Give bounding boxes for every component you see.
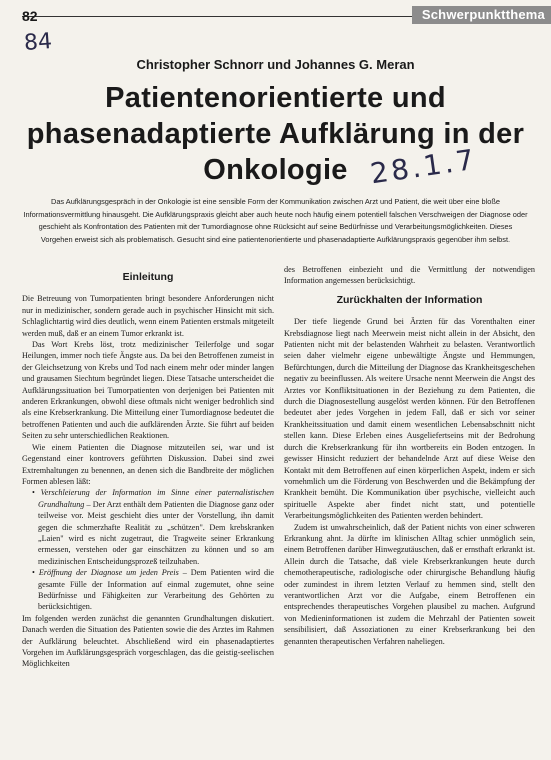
list-item-text: – Der Arzt enthält dem Patienten die Diagnose ganz oder teilweise vor. Meist geschieht dies unter der Vorstellung, ihn damit gegen die schmerzhafte Realität zu „schützen". Dem krebskranken „Laien" wird es nicht zugetraut, die Tragweite seiner Erkrankung ermessen, verstehen oder gar einschätzen zu können und so am medizinischen Entscheidungsprozeß teilzuhaben. (38, 499, 274, 566)
section-heading-zurueckhalten: Zurückhalten der Information (336, 293, 483, 306)
list-item (32, 567, 274, 613)
right-column (284, 264, 535, 647)
section-tag: Schwerpunktthema (412, 6, 551, 24)
handwritten-page-note: 84 (23, 29, 53, 56)
list-item-label: Eröffnung der Diagnose um jeden Preis (38, 568, 179, 578)
title-line: Patientenorientierte und (105, 82, 446, 114)
body-paragraph: Der tiefe liegende Grund bei Ärzten für das Vorenthalten einer Krebsdiagnose liegt nach Meerwein meist nicht allein in der Absicht, den Patienten nicht mit der belastenden Wahrheit zu belasten. Verantwortlich seien daher vielmehr eigene unbewältigte Ängste und Hemmungen, Befürchtungen, durch die Mitteilung der Diagnose das Krankheitsgeschehen negativ zu beeinflussen. Als weitere Ursache nennt Meerwein die Angst des Arztes vor Konfliktsituationen in der Beziehung zu dem Patienten, die durch die Diagnosestellung ausgelöst werden können. Für den Betroffenen bedeutet aber jedes Vorgehen in jedem Fall, daß er sich vor seiner Krankheitssituation und damit einem wesentlichen Lebensabschnitt nicht stellen kann. Diese Erleben eines Ausgeliefertseins mit der Bedrohung durch die Krebserkrankung für ihn wortbereits ein Boden entzogen. In gewisser Hinsicht reduziert der behandelnde Arzt auf diese Weise den Kontakt mit dem Betroffenen auf einen körperlichen Aspekt, indem er sich vornehmlich um die Förderung von Beschwerden und die Bekämpfung der Krankheit bemüht. Die Kommunikation über psychische, vielleicht auch spirituelle Aspekte aber findet nicht statt, und potentielle Verarbeitungsmöglichkeiten des Patienten werden behindert. (284, 317, 535, 521)
list-item-text: – Dem Patienten wird die gesamte Fülle der Information auf einmal zugemutet, ohne seine Bedürfnisse und Fähigkeiten zur Verarbeitung des Gehörten zu berücksichtigen. (38, 568, 274, 612)
bullet-list (22, 487, 274, 612)
body-paragraph: Zudem ist unwahrscheinlich, daß der Patient nichts von einer schweren Erkrankung ahnt. Ja dürfte im klinischen Alltag schier unmöglich sein, einem Betroffenen darüber Hinwegzutäuschen, daß er ernsthaft erkrankt ist. Allein durch die Tatsache, daß viele Krebserkrankungen heute durch chemotherapeutische, radiologische oder chirurgische Behandlung häufig oder zumindest in ihrem letzten Verlauf zu hemmen sind, stellt den verantwortlichen Arzt vor die Aufgabe, einem Betroffenen ein entsprechendes therapeutisches Vorgehen plausibel zu machen. Aufgrund von Medieninformationen ist zudem die Mehrzahl der Patienten soweit sensibilisiert, daß Assoziationen zu einer Krebserkrankung bei den genannten therapeutischen Verfahren naheliegen. (284, 522, 535, 646)
section-heading-einleitung: Einleitung (122, 271, 174, 283)
left-column (22, 264, 274, 670)
list-item (32, 487, 274, 567)
abstract: Das Aufklärungsgespräch in der Onkologie ist eine sensible Form der Kommunikation zwischen Arzt und Patient, die weit über eine bloße Informationsvermittlung hinausgeht. Die Aufklärungspraxis gleicht aber auch heute noch häufig einem potentiell falschen Verschweigen der Diagnose oder geschieht als Konfrontation des Patienten mit der Tumordiagnose ohne Rücksicht auf seine Bedürfnisse und Verarbeitungsmöglichkeiten. Dieses Vorgehen erweist sich als problematisch. Gesucht sind eine patientenorientierte und phasenadaptierte Aufklärungspraxis gegenüber ihm selbst. (23, 197, 528, 244)
handwritten-date: 28.1.7 (368, 142, 479, 191)
title-line: Onkologie (203, 154, 348, 186)
body-paragraph: Das Wort Krebs löst, trotz medizinischer Teilerfolge und sogar Heilungen, immer noch tiefe Ängste aus. Da bei den Betroffenen zumeist in der Gleichsetzung von Krebs und Tod nach einem mehr oder minder langen und grausamen Siechtum begründet liegen. Diese Tatsache unterscheidet die Aufklärungssituation bei Tumorpatienten von derjenigen bei Patienten mit anderen Erkrankungen, obwohl diese oftmals nicht weniger bedrohlich sind als eine Krebserkrankung. Die Mitteilung einer Tumordiagnose bedeutet die betroffenen Patienten und auch die aufklärenden Ärzte. Sie führt auf beiden Seiten zu sehr unterschiedlichen Reaktionen. (22, 340, 274, 441)
list-item-label: Verschleierung der Information im Sinne einer paternalistischen Grundhaltung (38, 488, 274, 509)
title-line: phasenadaptierte Aufklärung in der (26, 118, 525, 150)
authors: Christopher Schnorr und Johannes G. Meran (136, 57, 415, 72)
body-paragraph: des Betroffenen einbezieht und die Vermittlung der notwendigen Information angemessen berücksichtigt. (284, 265, 535, 286)
page-number: 82 (22, 8, 38, 24)
body-paragraph: Im folgenden werden zunächst die genannten Grundhaltungen diskutiert. Danach werden die Situation des Patienten sowie die des Arztes im Rahmen der Aufklärung beleuchtet. Abschließend wird ein phasenadaptiertes Vorgehen im Aufklärungsgespräch vorgeschlagen, das die geistig-seelischen Möglichkeiten (22, 613, 274, 669)
body-paragraph: Wie einem Patienten die Diagnose mitzuteilen sei, war und ist Gegenstand einer kontrovers geführten Diskussion. Dabei sind zwei Extremhaltungen zu benennen, an denen sich die Bandbreite der möglichen Formen ablesen läßt: (22, 442, 274, 486)
body-paragraph: Die Betreuung von Tumorpatienten bringt besondere Anforderungen nicht nur in medizinischer, sondern gerade auch in psychischer Hinsicht mit sich. Schlaglichtartig wird dies deutlich, wenn einem Patienten erstmals mitgeteilt werden muß, daß er an einem Tumor erkrankt ist. (22, 294, 274, 338)
